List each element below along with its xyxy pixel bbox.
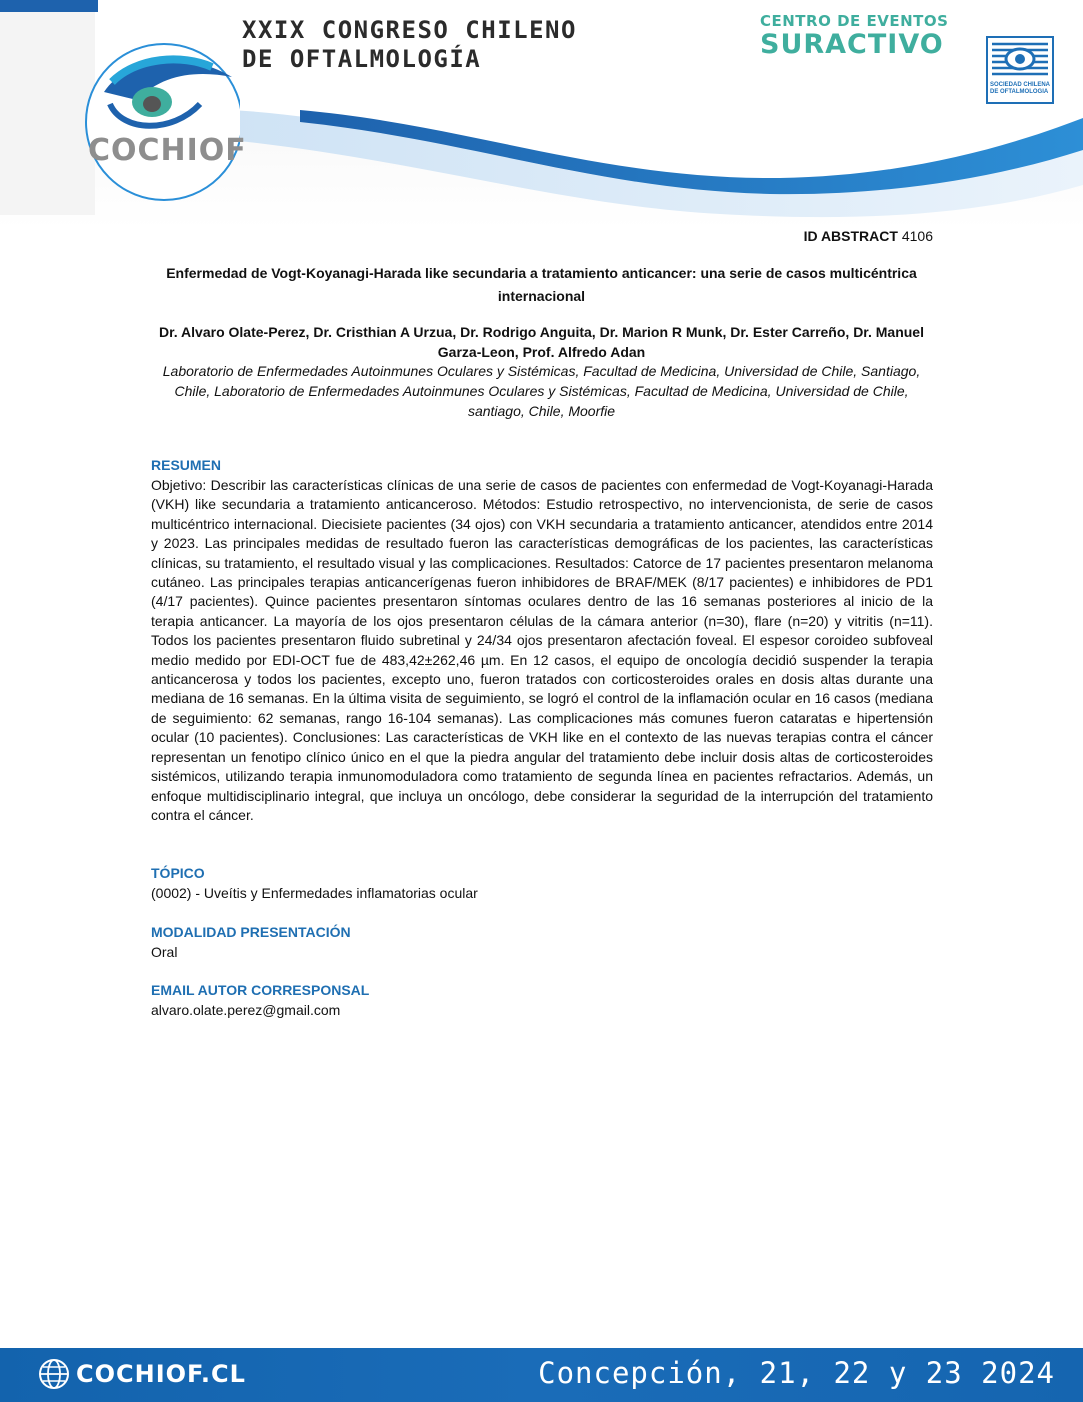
society-name-line-1: SOCIEDAD CHILENA [990,82,1051,88]
email-label: EMAIL AUTOR CORRESPONSAL [151,982,370,998]
event-dates: Concepción, 21, 22 y 23 2024 [538,1356,1055,1390]
page-footer [0,1348,1083,1402]
venue-line-1: CENTRO DE EVENTOS [760,12,949,30]
event-title-line-2: DE OFTALMOLOGÍA [242,45,482,73]
resumen-label: RESUMEN [151,457,222,473]
cochiof-logo [82,22,240,204]
society-name [988,82,1054,96]
abstract-id [804,228,933,244]
globe-icon [38,1358,70,1390]
website-link[interactable]: COCHIOF.CL [76,1360,246,1388]
topico-text: (0002) - Uveítis y Enfermedades inflamatorias ocular [151,885,478,901]
resumen-text: Objetivo: Describir las características clínicas de una serie de casos de pacientes con enfermedad de Vogt-Koyanagi-Harada (VKH) like secundaria a tratamiento anticanceroso. Métodos: Estudio retrospectivo, no intervencionista, de serie de casos multicéntrico internacional. Diecisiete pacientes (34 ojos) con VKH secundaria a tratamiento anticancer, atendidos entre 2014 y 2023. Las principales medidas de resultado fueron las características demográficas de los pacientes, las características clínicas, su tratamiento, el resultado visual y las complicaciones. Resultados: Catorce de 17 pacientes presentaron melanoma cutáneo. Las principales terapias anticancerígenas fueron inhibidores de BRAF/MEK (8/17 pacientes) e inhibidores de PD1 (4/17 pacientes). Quince pacientes presentaron síntomas oculares dentro de las 16 semanas posteriores al inicio de la terapia anticancer. La mayoría de los ojos presentaron células de la cámara anterior (n=30), flare (n=20) y vitritis (n=11). Todos los pacientes presentaron fluido subretinal y 24/34 ojos presentaron afectación foveal. El espesor coroideo subfoveal medio medido por EDI-OCT fue de 483,42±262,46 µm. En 12 casos, el equipo de oncología decidió suspender la terapia anticancerosa y todos los pacientes, excepto uno, fueron tratados con corticosteroides orales en dosis altas durante una mediana de 16 semanas. En la última visita de seguimiento, se logró el control de la inflamación ocular en 16 casos (mediana de seguimiento: 62 semanas, rango 16-104 semanas). Las complicaciones más comunes fueron cataratas e hipertensión ocular (10 pacientes). Conclusiones: Las características de VKH like en el contexto de las nuevas terapias contra el cáncer representan un fenotipo clínico único en el que la piedra angular del tratamiento debe incluir dosis altas de corticosteroides sistémicos, utilizando terapia inmunomoduladora como tratamiento de segunda línea en pacientes refractarios. Además, un enfoque multidisciplinario integral, que incluya un oncólogo, debe considerar la seguridad de la interrupción del tratamiento contra el cáncer. [151,477,933,823]
modalidad-label: MODALIDAD PRESENTACIÓN [151,924,351,940]
venue-line-2: SURACTIVO [760,29,944,60]
page-header [0,0,1083,230]
abstract-id-label: ID ABSTRACT [803,228,898,244]
society-eye-icon [988,38,1052,82]
abstract-id-value: 4106 [901,228,933,244]
email-text[interactable]: alvaro.olate.perez@gmail.com [151,1002,341,1018]
logo-wordmark: COCHIOF [88,133,247,168]
topico-label: TÓPICO [151,865,205,881]
abstract-affiliations: Laboratorio de Enfermedades Autoinmunes Oculares y Sistémicas, Facultad de Medicina, Universidad de Chile, Santiago, Chile, Laboratorio de Enfermedades Autoinmunes Oculares y Sistémicas, Facultad de Medicina, Universidad de Chile, santiago, Chile, Moorfie [162,363,921,419]
venue-logo [760,14,948,58]
abstract-authors: Dr. Alvaro Olate-Perez, Dr. Cristhian A Urzua, Dr. Rodrigo Anguita, Dr. Marion R Munk, Dr. Ester Carreño, Dr. Manuel Garza-Leon, Prof. Alfredo Adan [159,324,924,360]
event-title-line-1: XXIX CONGRESO CHILENO [242,16,577,44]
abstract-title: Enfermedad de Vogt-Koyanagi-Harada like secundaria a tratamiento anticancer: una serie de casos multicéntrica internacional [166,265,917,304]
society-name-line-2: DE OFTALMOLOGIA [990,89,1049,95]
event-title [242,16,577,74]
modalidad-text: Oral [151,944,178,960]
